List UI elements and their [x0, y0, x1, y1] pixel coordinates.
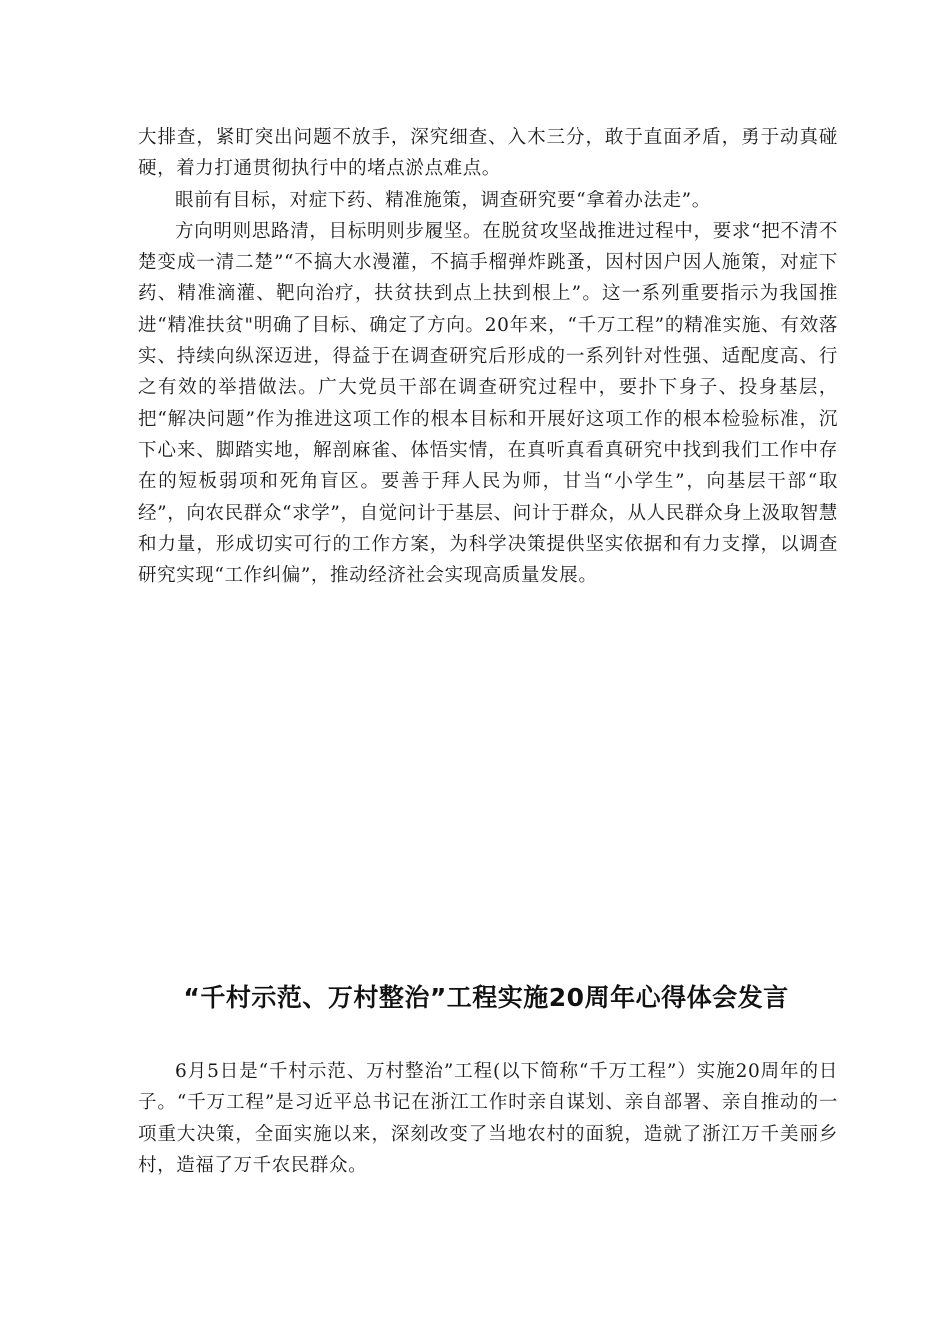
paragraph-subheading: 眼前有目标，对症下药、精准施策，调查研究要“拿着办法走”。	[175, 189, 711, 211]
article-title: “千村示范、万村整治”工程实施20周年心得体会发言	[183, 983, 789, 1012]
top-section	[138, 122, 838, 591]
paragraph-intro: 6月5日是“千村示范、万村整治”工程(以下简称“千万工程”）实施20周年的日子。“千万工程”是习近平总书记在浙江工作时亲自谋划、亲自部署、亲自推动的一项重大决策，全面实施以来，深刻改变了当地农村的面貌，造就了浙江万千美丽乡村，造福了万千农民群众。	[138, 1061, 838, 1176]
paragraph-continuation: 大排查，紧盯突出问题不放手，深究细查、入木三分，敢于直面矛盾，勇于动真碰硬，着力打通贯彻执行中的堵点淤点难点。	[138, 127, 838, 180]
paragraph-body: 方向明则思路清，目标明则步履坚。在脱贫攻坚战推进过程中，要求“把不清不楚变成一清二楚”“不搞大水漫灌，不搞手榴弹炸跳蚤，因村因户因人施策，对症下药、精准滴灌、靶向治疗，扶贫扶到点上扶到根上”。这一系列重要指示为我国推进“精准扶贫"明确了目标、确定了方向。20年来，“千万工程”的精准实施、有效落实、持续向纵深迈进，得益于在调查研究后形成的一系列针对性强、适配度高、行之有效的举措做法。广大党员干部在调查研究过程中，要扑下身子、投身基层，把“解决问题”作为推进这项工作的根本目标和开展好这项工作的根本检验标准，沉下心来、脚踏实地，解剖麻雀、体悟实情，在真听真看真研究中找到我们工作中存在的短板弱项和死角盲区。要善于拜人民为师，甘当“小学生”，向基层干部“取经”，向农民群众“求学”，自觉问计于基层、问计于群众，从人民群众身上汲取智慧和力量，形成切实可行的工作方案，为科学决策提供坚实依据和有力支撑，以调查研究实现“工作纠偏”，推动经济社会实现高质量发展。	[138, 220, 838, 587]
article-body	[138, 1056, 838, 1181]
